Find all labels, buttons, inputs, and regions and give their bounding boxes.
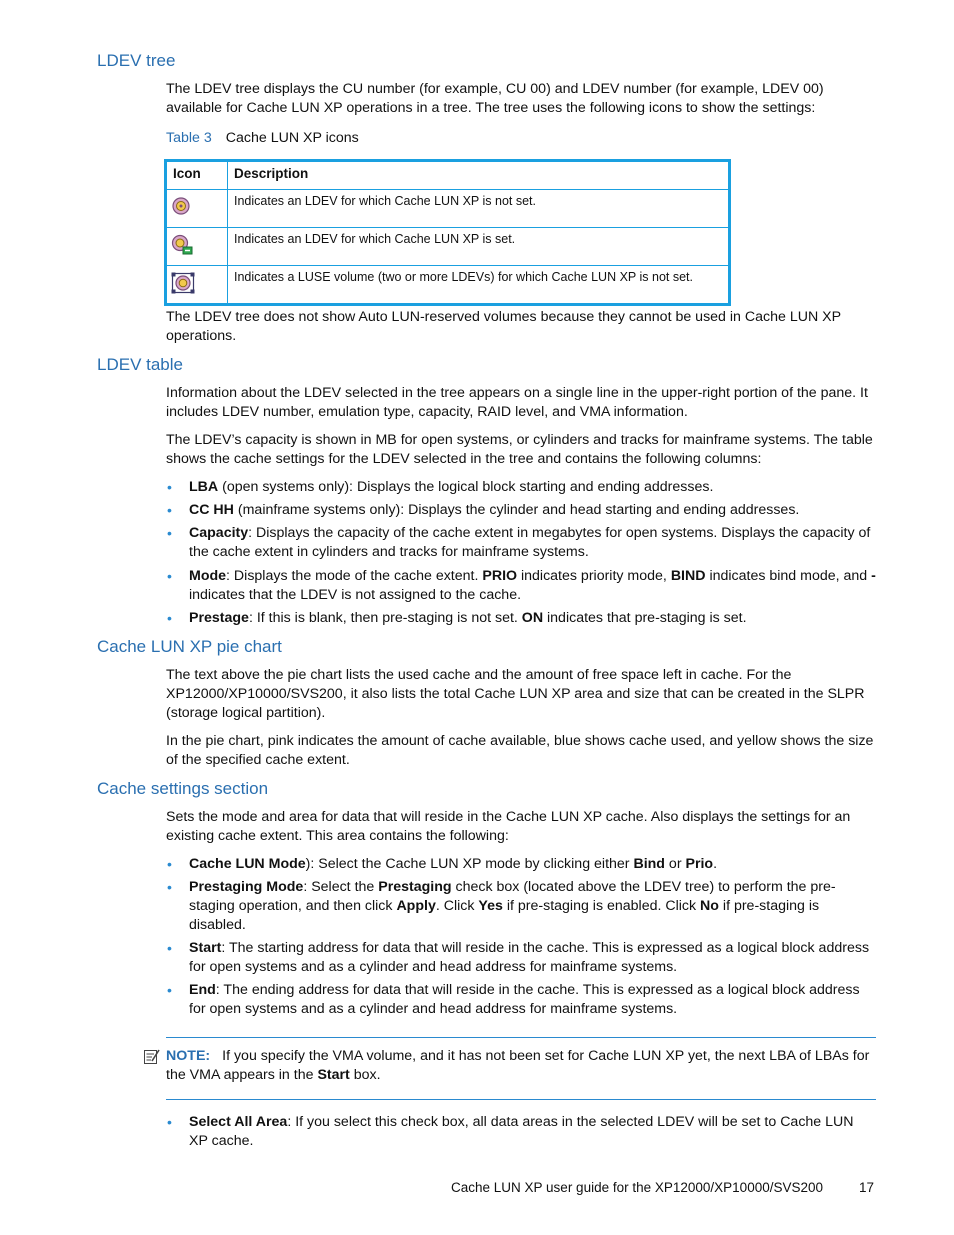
list-item: • CC HH (mainframe systems only): Displays the cylinder and head starting and ending addresses. [167,502,800,518]
table-caption-number: Table 3 [166,130,212,146]
description-cell: Indicates an LDEV for which Cache LUN XP is not set. [228,190,730,228]
ldev-tree-after-table: The LDEV tree does not show Auto LUN-reserved volumes because they cannot be used in Cache LUN XP operations. [166,309,841,344]
table-header-row [166,161,730,190]
header-description: Description [228,161,730,190]
list-item: • Capacity: Displays the capacity of the cache extent in megabytes for open systems. Displays the capacity of the cache extent in cylinders and tracks for mainframe systems. [167,525,871,560]
section-heading-cache-settings: Cache settings section [97,779,269,798]
section-heading-ldev-table: LDEV table [97,355,183,374]
list-item: • Start: The starting address for data that will reside in the cache. This is expressed as a logical block address for open systems and as a cylinder and head address for mainframe systems. [167,940,870,975]
description-cell: Indicates a LUSE volume (two or more LDEVs) for which Cache LUN XP is not set. [228,266,730,305]
note-text: NOTE: If you specify the VMA volume, and it has not been set for Cache LUN XP yet, the next LBA of LBAs for the VMA appears in the Start box. [166,1048,870,1083]
list-item: • End: The ending address for data that will reside in the cache. This is expressed as a logical block address for open systems and as a cylinder and head address for mainframe systems. [167,982,860,1017]
list-item: • Prestage: If this is blank, then pre-staging is not set. ON indicates that pre-staging is set. [167,610,747,626]
bullet-icon: • [167,982,172,998]
ldev-not-set-icon [171,196,191,216]
pie-chart-para1: The text above the pie chart lists the used cache and the amount of free space left in cache. For the XP12000/XP10000/SVS200, it also lists the total Cache LUN XP area and size that can be created in the SLPR (storage logical partition). [166,667,865,721]
footer-title: Cache LUN XP user guide for the XP12000/XP10000/SVS200 [451,1180,824,1195]
note-top-rule [166,1037,876,1038]
ldev-table-para2: The LDEV’s capacity is shown in MB for open systems, or cylinders and tracks for mainframe systems. The table shows the cache settings for the LDEV selected in the tree and contains the following columns: [166,432,873,467]
table-row [166,190,730,228]
bullet-icon: • [167,502,172,518]
description-cell: Indicates an LDEV for which Cache LUN XP is set. [228,228,730,266]
list-item: • Select All Area: If you select this check box, all data areas in the selected LDEV will be set to Cache LUN XP cache. [167,1114,854,1149]
cache-lun-icons-table [164,159,731,306]
bullet-icon: • [167,879,172,895]
bullet-icon: • [167,1114,172,1130]
note-icon [143,1048,161,1066]
list-item: • Mode: Displays the mode of the cache extent. PRIO indicates priority mode, BIND indicates bind mode, and - indicates that the LDEV is not assigned to the cache. [167,568,876,603]
footer-page-number: 17 [859,1180,875,1195]
note-bottom-rule [166,1099,876,1100]
icon-cell [166,228,228,266]
section-heading-ldev-tree: LDEV tree [97,51,176,70]
table-caption-title: Cache LUN XP icons [225,130,359,146]
icon-cell [166,266,228,305]
bullet-icon: • [167,525,172,541]
bullet-icon: • [167,610,172,626]
table-row [166,266,730,305]
note-label: NOTE: [166,1048,211,1064]
list-item: • LBA (open systems only): Displays the logical block starting and ending addresses. [167,479,714,495]
pie-chart-para2: In the pie chart, pink indicates the amount of cache available, blue shows cache used, and yellow shows the size of the specified cache extent. [166,733,874,768]
bullet-icon: • [167,940,172,956]
ldev-table-para1: Information about the LDEV selected in the tree appears on a single line in the upper-right portion of the pane. It includes LDEV number, emulation type, capacity, RAID level, and VMA information. [166,385,868,420]
cache-settings-intro: Sets the mode and area for data that will reside in the Cache LUN XP cache. Also displays the settings for an existing cache extent. This area contains the following: [166,809,851,844]
bullet-icon: • [167,479,172,495]
ldev-set-icon [171,234,193,256]
ldev-tree-intro: The LDEV tree displays the CU number (for example, CU 00) and LDEV number (for example, LDEV 00) available for Cache LUN XP operations in a tree. The tree uses the following icons to show the settings: [166,81,824,116]
bullet-icon: • [167,856,172,872]
bullet-icon: • [167,568,172,584]
table-caption [166,130,359,146]
list-item: • Cache LUN Mode): Select the Cache LUN XP mode by clicking either Bind or Prio. [167,856,718,872]
section-heading-pie-chart: Cache LUN XP pie chart [97,637,282,656]
luse-volume-icon [171,272,195,294]
header-icon: Icon [166,161,228,190]
icon-cell [166,190,228,228]
list-item: • Prestaging Mode: Select the Prestaging check box (located above the LDEV tree) to perform the pre-staging operation, and then click Apply. Click Yes if pre-staging is enabled. Click No if pre-staging is disabled. [167,879,836,933]
table-row [166,228,730,266]
